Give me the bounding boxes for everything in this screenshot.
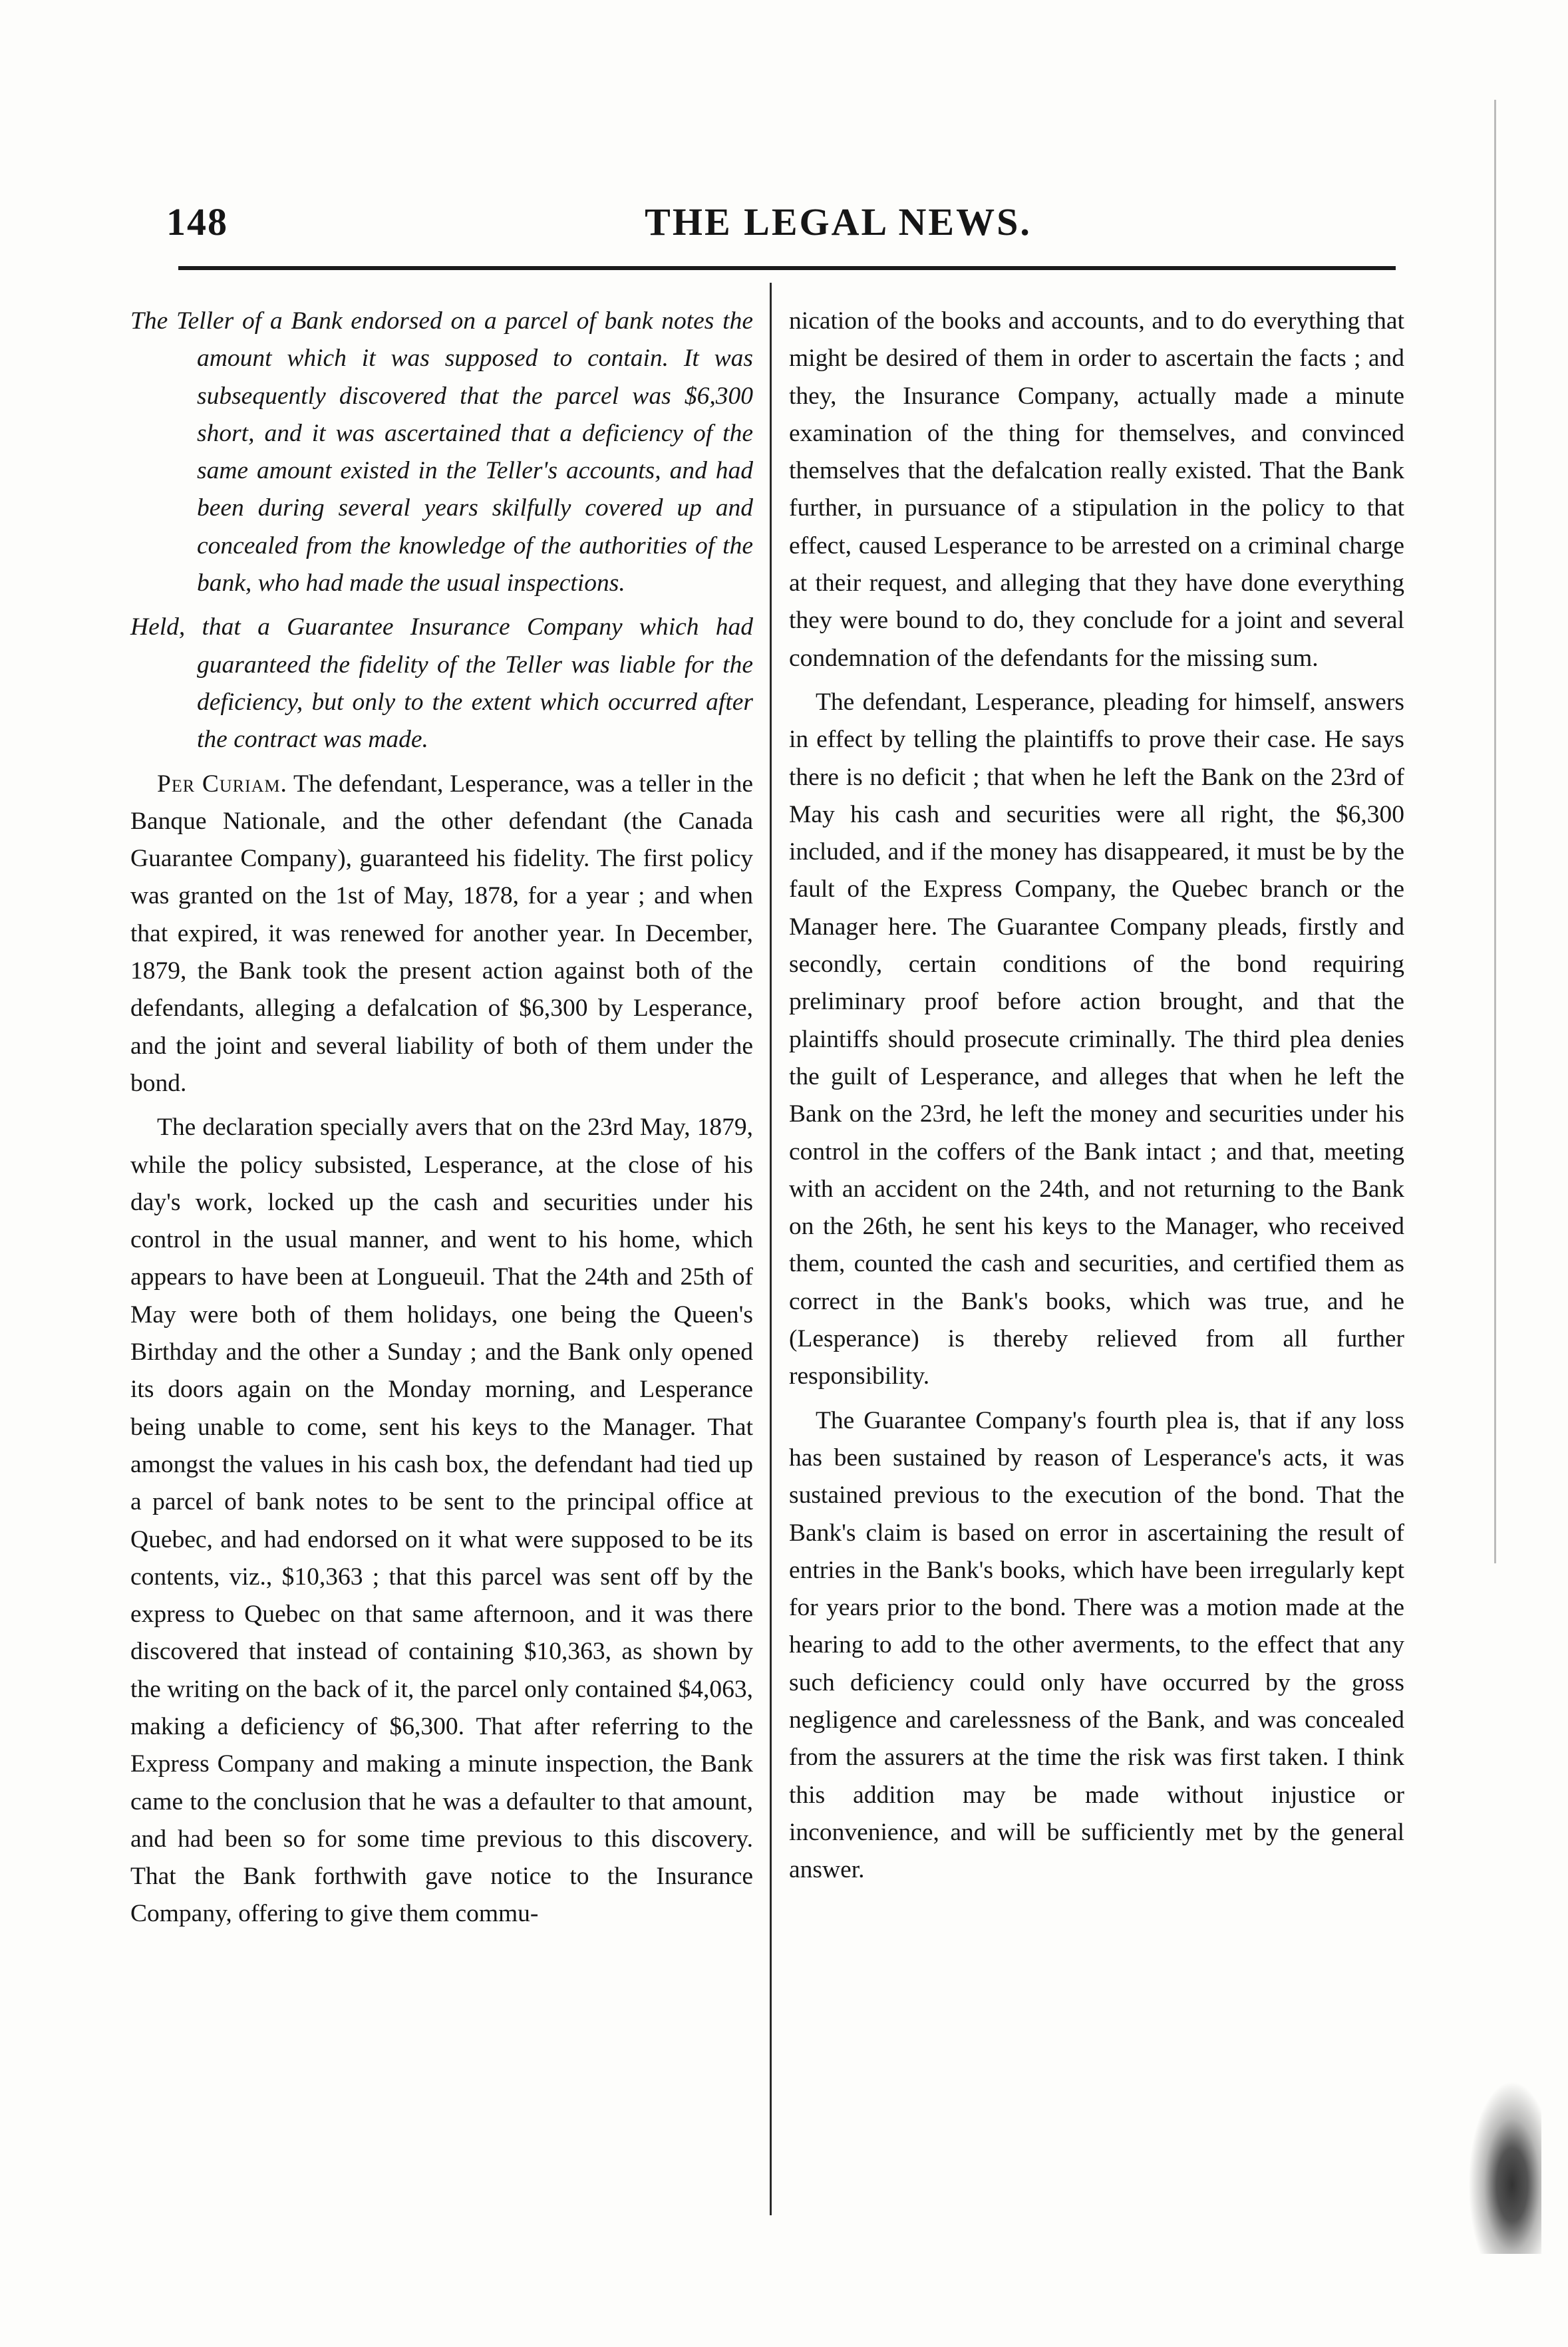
per-curiam-label: Per Curiam. [157, 770, 287, 798]
right-column [789, 303, 1404, 1895]
page-header [166, 200, 1410, 253]
paragraph-per-curiam [130, 766, 753, 1103]
paragraph-4: The Guarantee Company's fourth plea is, that if any loss has been sustained by reason of Lesperance's acts, it was sustained previous to the execution of the bond. That the Bank's claim is based on error in ascertaining the result of entries in the Bank's books, which have been irregularly kept for years prior to the bond. There was a motion made at the hearing to add to the other averments, to the effect that any such deficiency could only have occurred by the gross negligence and carelessness of the Bank, and was concealed from the assurers at the time the risk was first taken. I think this addition may be made without injustice or inconvenience, and will be sufficiently met by the general answer. [789, 1406, 1404, 1884]
scan-edge-line [1494, 100, 1496, 1563]
journal-title: THE LEGAL NEWS. [645, 200, 1032, 243]
header-rule [178, 266, 1396, 270]
headnote-2: Held, that a Guarantee Insurance Company which had guaranteed the fidelity of the Teller was liable for the deficiency, but only to the extent which occurred after the contract was made. [130, 613, 753, 754]
headnote-1: The Teller of a Bank endorsed on a parcel of bank notes the amount which it was supposed to contain. It was subsequently discovered that the parcel was $6,300 short, and it was ascertained that a deficiency of the same amount existed in the Teller's accounts, and had been during several years skilfully covered up and concealed from the knowledge of the authorities of the bank, who had made the usual inspections. [130, 307, 753, 597]
column-divider [770, 283, 772, 2215]
paragraph-2: The declaration specially avers that on the 23rd May, 1879, while the policy subsisted, Lesperance, at the close of his day's work, locked up the cash and securities under his control in the usual manner, and went to his home, which appears to have been at Longueuil. That the 24th and 25th of May were both of them holidays, one being the Queen's Birthday and the other a Sunday ; and the Bank only opened its doors again on the Monday morning, and Lesperance being unable to come, sent his keys to the Manager. That amongst the values in his cash box, the defendant had tied up a parcel of bank notes to be sent to the principal office at Quebec, and had endorsed on it what were supposed to be its contents, viz., $10,363 ; that this parcel was sent off by the express to Quebec on that same afternoon, and it was there discovered that instead of containing $10,363, as shown by the writing on the back of it, the parcel only contained $4,063, making a deficiency of $6,300. That after referring to the Express Company and making a minute inspection, the Bank came to the conclusion that he was a defaulter to that amount, and had been so for some time previous to this discovery. That the Bank forthwith gave notice to the Insurance Company, offering to give them commu- [130, 1114, 753, 1928]
paragraph-continued: nication of the books and accounts, and to do everything that might be desired of them in order to ascertain the facts ; and they, the Insurance Company, actually made a minute examination of the thing for themselves, and convinced themselves that the defalcation really existed. That the Bank further, in pursuance of a stipulation in the policy to that effect, caused Lesperance to be arrested on a criminal charge at their request, and alleging that they have done everything they were bound to do, they conclude for a joint and several condemnation of the defendants for the missing sum. [789, 307, 1404, 672]
scan-ink-smudge [1468, 2081, 1541, 2254]
paragraph-1-text: The defendant, Lesperance, was a teller in the Banque Nationale, and the other defendant (the Canada Guarantee Company), guaranteed his fidelity. The first policy was granted on the 1st of May, 1878, for a year ; and when that expired, it was renewed for another year. In December, 1879, the Bank took the present action against both of the defendants, alleging a defalcation of $6,300 by Lesperance, and the joint and several liability of both of them under the bond. [130, 770, 754, 1097]
left-column [130, 303, 753, 1940]
page-number: 148 [166, 200, 228, 243]
paragraph-3: The defendant, Lesperance, pleading for himself, answers in effect by telling the plaintiffs to prove their case. He says there is no deficit ; that when he left the Bank on the 23rd of May his cash and securities were all right, the $6,300 included, and if the money has disappeared, it must be by the fault of the Express Company, the Quebec branch or the Manager here. The Guarantee Company pleads, firstly and secondly, certain conditions of the bond requiring preliminary proof before action brought, and that the plaintiffs should prosecute criminally. The third plea denies the guilt of Lesperance, and alleges that when he left the Bank on the 23rd, he left the money and securities under his control in the coffers of the Bank intact ; and that, meeting with an accident on the 24th, and not returning to the Bank on the 26th, he sent his keys to the Manager, who received them, counted the cash and securities, and certified them as correct in the Bank's books, which was true, and he (Lesperance) is thereby relieved from all further responsibility. [789, 688, 1404, 1390]
